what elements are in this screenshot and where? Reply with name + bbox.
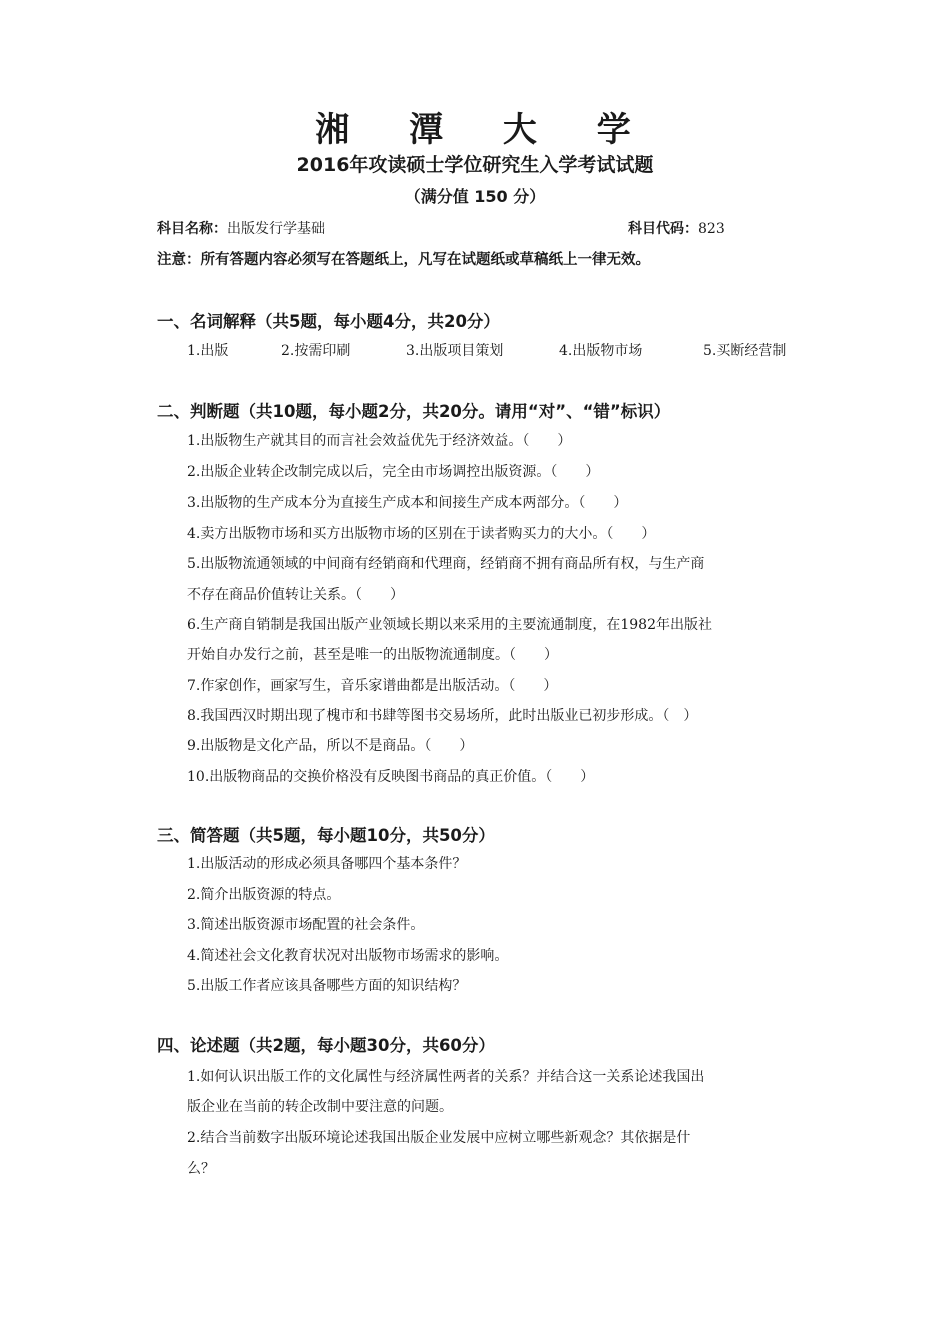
judge-item: 10.出版物商品的交换价格没有反映图书商品的真正价值。（ ）	[187, 769, 595, 785]
judge-item-cont: 不存在商品价值转让关系。（ ）	[187, 587, 404, 603]
notice: 注意：所有答题内容必须写在答题纸上，凡写在试题纸或草稿纸上一律无效。	[157, 252, 650, 268]
essay-item: 2.结合当前数字出版环境论述我国出版企业发展中应树立哪些新观念？其依据是什	[187, 1130, 691, 1146]
subject-code-row	[628, 218, 725, 238]
term-item: 5.买断经营制	[703, 343, 787, 359]
judge-item: 9.出版物是文化产品，所以不是商品。（ ）	[187, 738, 474, 754]
term-item: 2.按需印刷	[281, 343, 351, 359]
short-answer-item: 2.简介出版资源的特点。	[187, 887, 341, 903]
subject-name-row	[157, 218, 325, 238]
term-item: 1.出版	[187, 343, 229, 359]
judge-item: 3.出版物的生产成本分为直接生产成本和间接生产成本两部分。（ ）	[187, 495, 628, 511]
subject-code-label: 科目代码：	[628, 221, 698, 237]
exam-title: 2016年攻读硕士学位研究生入学考试试题	[296, 154, 654, 176]
term-item: 3.出版项目策划	[406, 343, 504, 359]
short-answer-item: 3.简述出版资源市场配置的社会条件。	[187, 917, 425, 933]
essay-item-cont: 版企业在当前的转企改制中要注意的问题。	[187, 1099, 453, 1115]
section-3-heading: 三、简答题（共5题，每小题10分，共50分）	[157, 826, 495, 845]
essay-item: 1.如何认识出版工作的文化属性与经济属性两者的关系？并结合这一关系论述我国出	[187, 1069, 705, 1085]
short-answer-item: 4.简述社会文化教育状况对出版物市场需求的影响。	[187, 948, 509, 964]
full-score: （满分值 150 分）	[404, 187, 546, 206]
term-item: 4.出版物市场	[559, 343, 643, 359]
judge-item-cont: 开始自办发行之前，甚至是唯一的出版物流通制度。（ ）	[187, 647, 558, 663]
essay-item-cont: 么？	[187, 1161, 215, 1177]
short-answer-item: 5.出版工作者应该具备哪些方面的知识结构？	[187, 978, 467, 994]
judge-item: 7.作家创作，画家写生，音乐家谱曲都是出版活动。（ ）	[187, 678, 558, 694]
subject-name-label: 科目名称：	[157, 221, 227, 237]
judge-item: 6.生产商自销制是我国出版产业领域长期以来采用的主要流通制度，在1982年出版社	[187, 617, 712, 633]
subject-code: 823	[698, 221, 725, 237]
section-4-heading: 四、论述题（共2题，每小题30分，共60分）	[157, 1036, 495, 1055]
section-1-heading: 一、名词解释（共5题，每小题4分，共20分）	[157, 312, 500, 331]
school-name: 湘 潭 大 学	[315, 110, 655, 150]
judge-item: 4.卖方出版物市场和买方出版物市场的区别在于读者购买力的大小。（ ）	[187, 526, 656, 542]
judge-item: 1.出版物生产就其目的而言社会效益优先于经济效益。（ ）	[187, 433, 572, 449]
short-answer-item: 1.出版活动的形成必须具备哪四个基本条件？	[187, 856, 467, 872]
section-2-heading: 二、判断题（共10题，每小题2分，共20分。请用“对”、“错”标识）	[157, 402, 671, 421]
judge-item: 2.出版企业转企改制完成以后，完全由市场调控出版资源。（ ）	[187, 464, 600, 480]
judge-item: 8.我国西汉时期出现了槐市和书肆等图书交易场所，此时出版业已初步形成。（ ）	[187, 708, 698, 724]
judge-item: 5.出版物流通领域的中间商有经销商和代理商，经销商不拥有商品所有权，与生产商	[187, 556, 705, 572]
subject-name: 出版发行学基础	[227, 221, 325, 237]
